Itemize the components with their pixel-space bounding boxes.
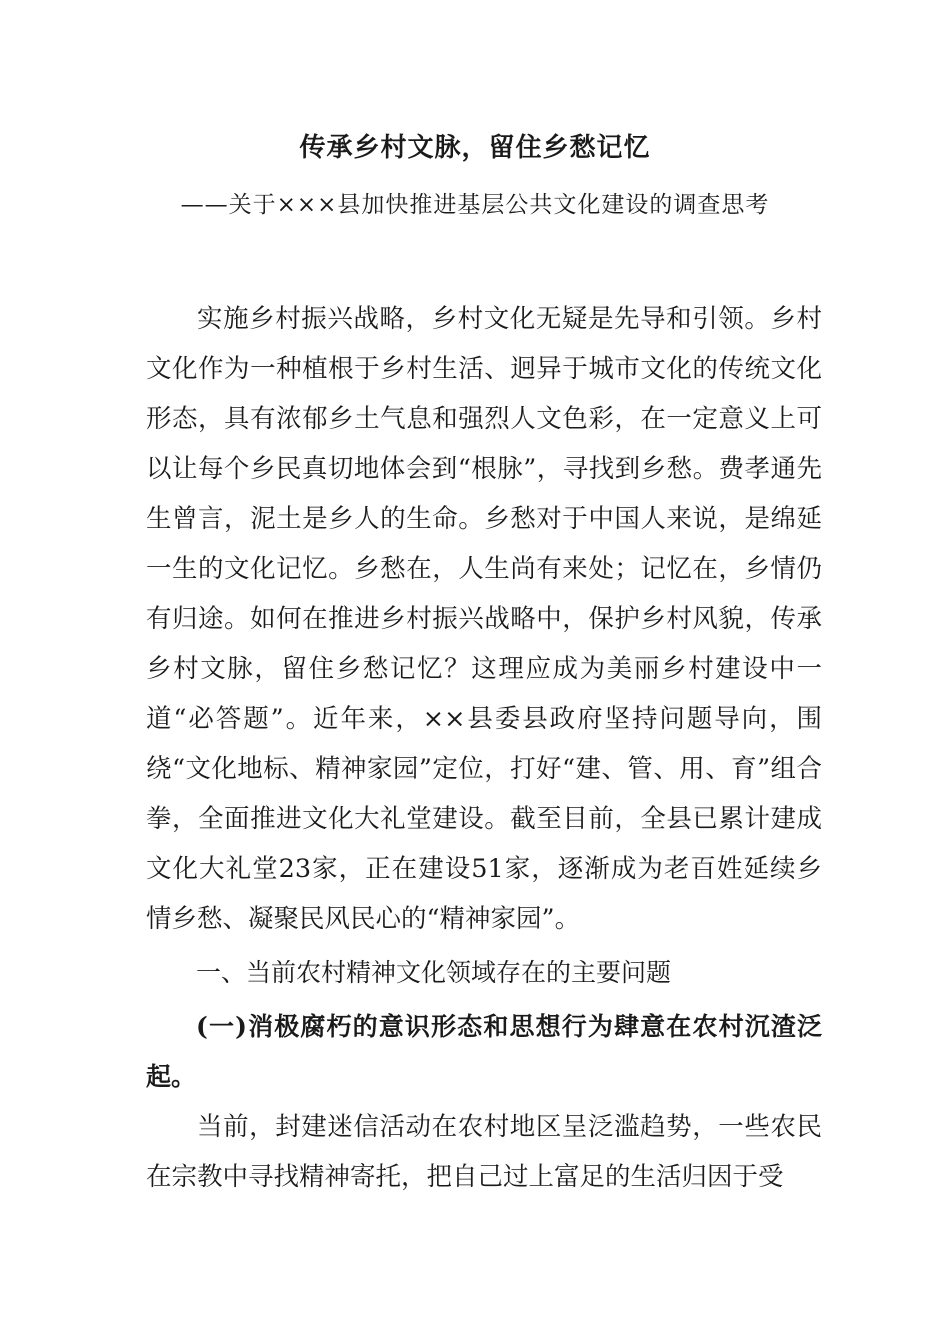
document-body bbox=[146, 294, 822, 1202]
section-heading-1: 一、当前农村精神文化领域存在的主要问题 bbox=[196, 958, 672, 987]
document-subtitle: ——关于×××县加快推进基层公共文化建设的调查思考 bbox=[180, 192, 770, 218]
document-title: 传承乡村文脉，留住乡愁记忆 bbox=[299, 133, 651, 163]
subsection-paragraph-1: 当前，封建迷信活动在农村地区呈泛滥趋势，一些农民在宗教中寻找精神寄托，把自己过上富足的生活归因于受 bbox=[146, 1112, 822, 1192]
intro-paragraph: 实施乡村振兴战略，乡村文化无疑是先导和引领。乡村文化作为一种植根于乡村生活、迥异于城市文化的传统文化形态，具有浓郁乡土气息和强烈人文色彩，在一定意义上可以让每个乡民真切地体会到“根脉”，寻找到乡愁。费孝通先生曾言，泥土是乡人的生命。乡愁对于中国人来说，是绵延一生的文化记忆。乡愁在，人生尚有来处；记忆在，乡情仍有归途。如何在推进乡村振兴战略中，保护乡村风貌，传承乡村文脉，留住乡愁记忆？这理应成为美丽乡村建设中一道“必答题”。近年来，××县委县政府坚持问题导向，围绕“文化地标、精神家园”定位，打好“建、管、用、育”组合拳，全面推进文化大礼堂建设。截至目前，全县已累计建成文化大礼堂23家，正在建设51家，逐渐成为老百姓延续乡情乡愁、凝聚民风民心的“精神家园”。 bbox=[146, 304, 822, 934]
subsection-heading-1: (一)消极腐朽的意识形态和思想行为肆意在农村沉渣泛起。 bbox=[146, 1012, 822, 1091]
